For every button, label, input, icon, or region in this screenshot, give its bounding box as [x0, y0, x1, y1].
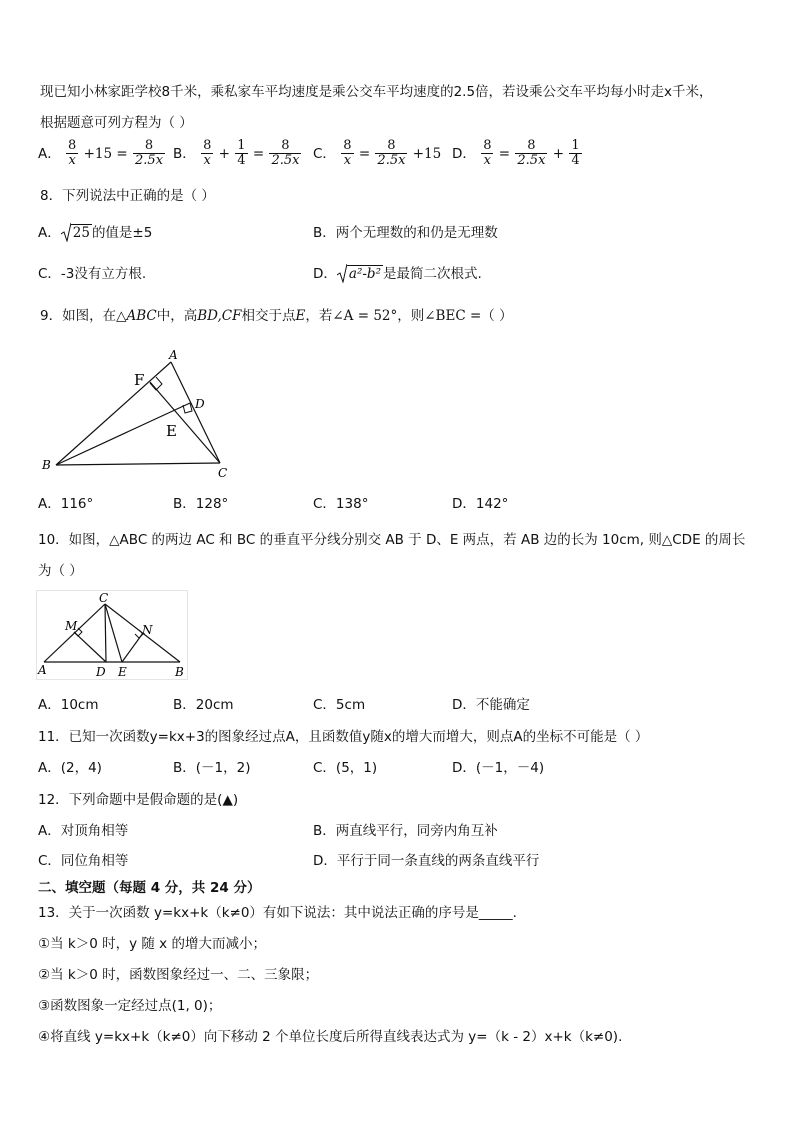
- q11-option-a[interactable]: A．(2，4): [38, 760, 102, 776]
- q10-option-a[interactable]: A．10cm: [38, 697, 99, 713]
- label-d: D: [195, 397, 205, 411]
- q12-option-b[interactable]: B．两直线平行，同旁内角互补: [313, 823, 498, 839]
- q11-option-b[interactable]: B．(－1，2): [173, 760, 251, 776]
- side-ab: [56, 362, 171, 465]
- label-b: B: [175, 665, 184, 679]
- q9-option-b[interactable]: B．128°: [173, 496, 229, 512]
- label-e: E: [118, 665, 127, 679]
- q13-item-3: ③函数图象一定经过点(1, 0)；: [38, 998, 222, 1014]
- label-n: N: [142, 623, 153, 637]
- q12-option-c[interactable]: C．同位角相等: [38, 853, 129, 869]
- q10-triangle-figure: [36, 590, 188, 680]
- q8-option-c[interactable]: C．-3没有立方根.: [38, 266, 147, 282]
- q10-stem-line2: 为（ ）: [38, 563, 83, 579]
- q12-option-d[interactable]: D．平行于同一条直线的两条直线平行: [313, 853, 540, 869]
- q12-stem: 12．下列命题中是假命题的是(▲): [38, 792, 239, 808]
- q7-option-d[interactable]: D． $\frac{8}{x}$ = $\frac{8}{2.5x}$ + $\frac{1}{4}$: [452, 138, 580, 168]
- q7-stem-line2: 根据题意可列方程为（ ）: [40, 115, 193, 131]
- q9-triangle-figure: [38, 345, 238, 480]
- q12-option-a[interactable]: A．对顶角相等: [38, 823, 129, 839]
- q7-option-c[interactable]: C． $\frac{8}{x}$ = $\frac{8}{2.5x}$ +15: [313, 138, 442, 168]
- q7-stem-line1: 现已知小林家距学校8千米，乘私家车平均速度是乘公交车平均速度的2.5倍，若设乘公交车平均每小时走x千米，: [40, 84, 713, 100]
- label-f: F: [134, 371, 145, 389]
- q11-stem: 11．已知一次函数y=kx+3的图象经过点A，且函数值y随x的增大而增大，则点A的坐标不可能是（ ）: [38, 729, 649, 745]
- q9-option-c[interactable]: C．138°: [313, 496, 369, 512]
- q9-option-a[interactable]: A．116°: [38, 496, 94, 512]
- label-m: M: [65, 619, 78, 633]
- sqrt-symbol: a²-b²: [337, 265, 383, 283]
- q10-option-c[interactable]: C．5cm: [313, 697, 366, 713]
- q8-stem: 8．下列说法中正确的是（ ）: [40, 188, 215, 204]
- q7-option-b[interactable]: B． $\frac{8}{x}$ + $\frac{1}{4}$ = $\frac{8}{2.5x}$: [173, 138, 300, 168]
- q10-stem-line1: 10．如图，△ABC 的两边 AC 和 BC 的垂直平分线分别交 AB 于 D、E 两点，若 AB 边的长为 10cm, 则△CDE 的周长: [38, 532, 746, 548]
- q8-option-b[interactable]: B．两个无理数的和仍是无理数: [313, 225, 498, 241]
- label-a: A: [38, 663, 47, 677]
- q13-item-1: ①当 k＞0 时，y 随 x 的增大而减小；: [38, 936, 266, 952]
- q13-item-2: ②当 k＞0 时，函数图象经过一、二、三象限；: [38, 967, 319, 983]
- q10-option-b[interactable]: B．20cm: [173, 697, 234, 713]
- q8-option-a[interactable]: A． 25 的值是±5: [38, 225, 153, 241]
- q11-option-c[interactable]: C．(5，1): [313, 760, 378, 776]
- altitude-cf: [150, 382, 220, 463]
- q13-item-4: ④将直线 y=kx+k（k≠0）向下移动 2 个单位长度后所得直线表达式为 y=（k - 2）x+k（k≠0).: [38, 1029, 623, 1045]
- segment-cd: [105, 604, 106, 662]
- q9-option-d[interactable]: D．142°: [452, 496, 509, 512]
- q9-stem: 9．如图，在△ABC中，高BD,CF相交于点E，若∠A = 52°，则∠BEC =（ ）: [40, 308, 513, 324]
- label-d: D: [96, 665, 106, 679]
- label-c: C: [99, 591, 109, 605]
- section-heading: 二、填空题（每题 4 分，共 24 分）: [38, 880, 261, 896]
- label-e: E: [166, 422, 177, 440]
- label-b: B: [42, 458, 51, 472]
- q8-option-d[interactable]: D． a²-b² 是最简二次根式.: [313, 266, 482, 282]
- label-a: A: [169, 348, 178, 362]
- q13-stem: 13．关于一次函数 y=kx+k（k≠0）有如下说法：其中说法正确的序号是_____.: [38, 905, 517, 921]
- segment-ce: [105, 604, 122, 662]
- side-bc: [56, 463, 220, 465]
- label-c: C: [218, 466, 228, 480]
- q11-option-d[interactable]: D．(－1，－4): [452, 760, 545, 776]
- bisector-md: [74, 632, 106, 662]
- sqrt-symbol: 25: [61, 224, 92, 242]
- q7-option-a[interactable]: A． $\frac{8}{x}$ +15 = $\frac{8}{2.5x}$: [38, 138, 164, 168]
- side-ac: [171, 362, 220, 463]
- q10-option-d[interactable]: D．不能确定: [452, 697, 530, 713]
